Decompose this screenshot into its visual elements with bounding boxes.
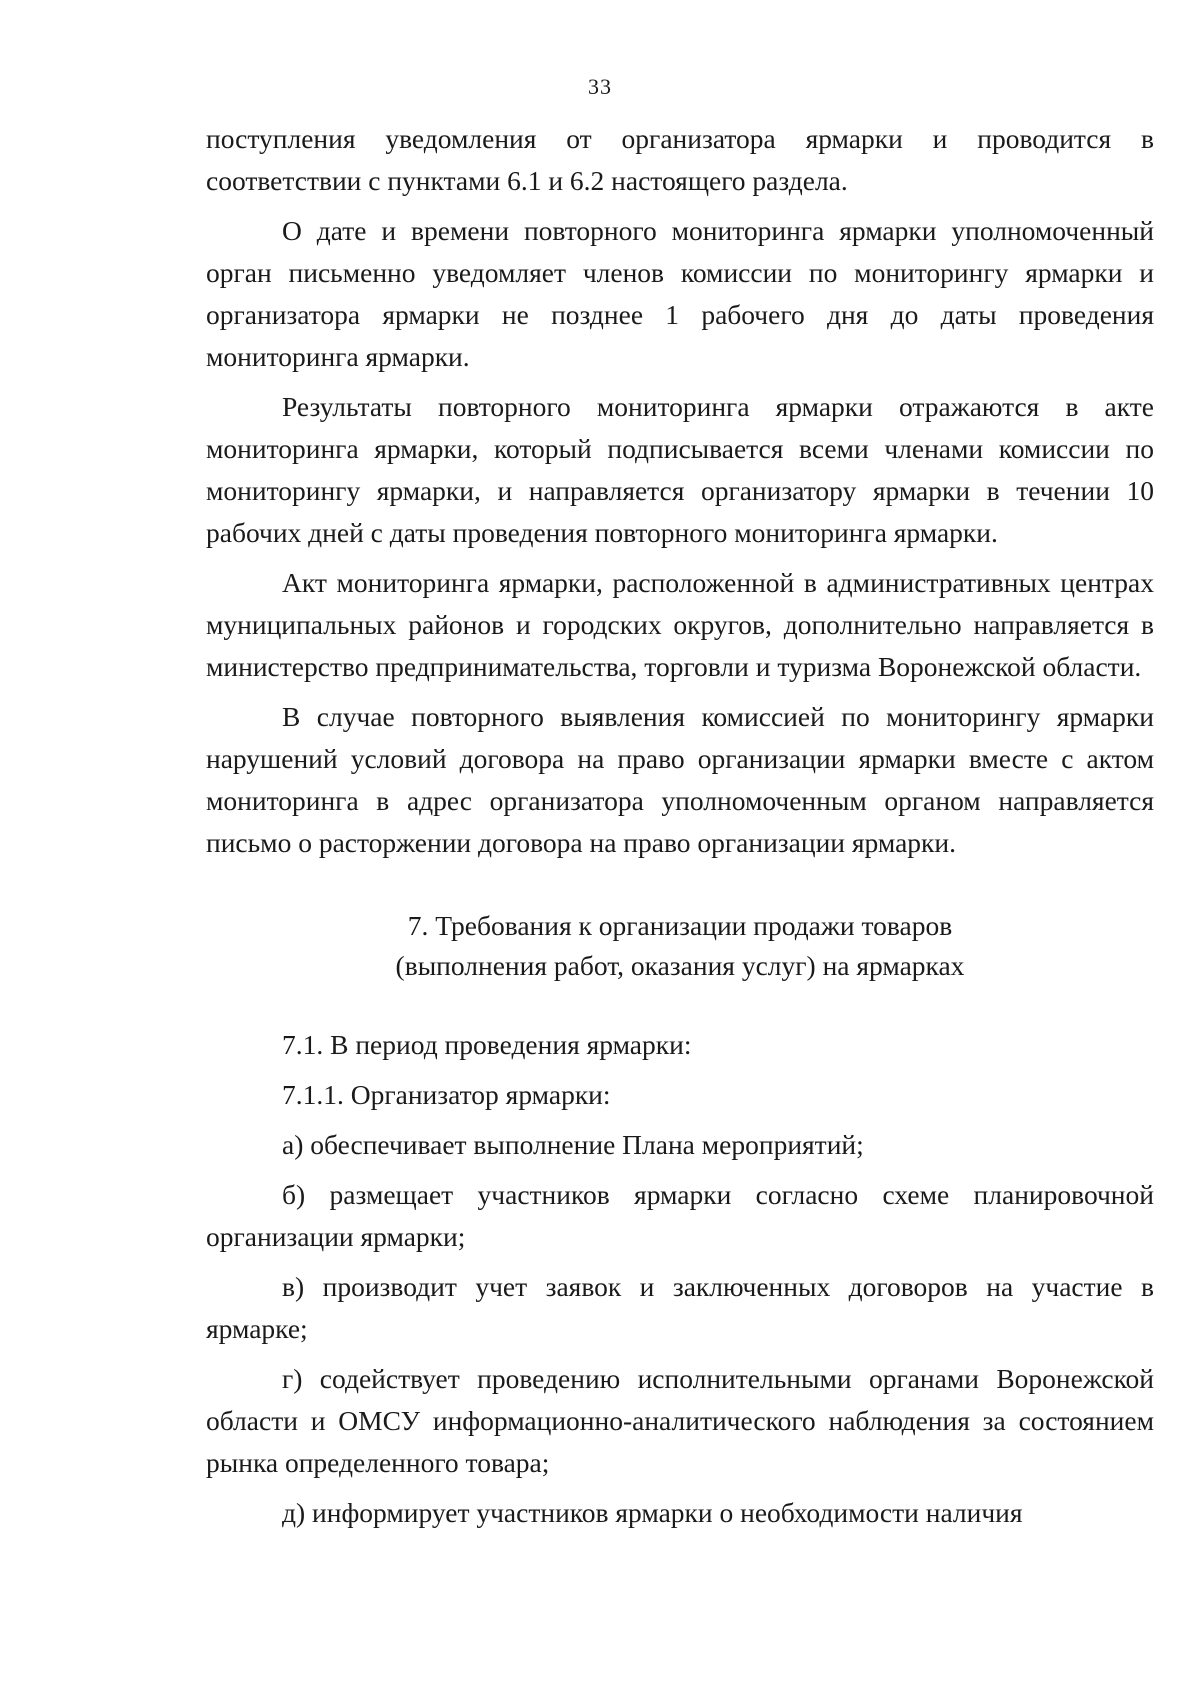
document-body — [206, 118, 1154, 1534]
list-item: 7.1.1. Организатор ярмарки: — [282, 1079, 611, 1110]
section-heading — [206, 906, 1154, 986]
list-item: б) размещает участников ярмарки согласно схеме планировочной организации ярмарки; — [206, 1179, 1154, 1252]
list-item: г) содействует проведению исполнительными органами Воронежской области и ОМСУ информационно-аналитического наблюдения за состоянием рынка определенного товара; — [206, 1363, 1154, 1478]
list-item: д) информирует участников ярмарки о необходимости наличия — [282, 1497, 1023, 1528]
paragraph-continuation: поступления уведомления от организатора ярмарки и проводится в соответствии с пунктами 6.1 и 6.2 настоящего раздела. — [206, 123, 1154, 196]
list-item: а) обеспечивает выполнение Плана мероприятий; — [282, 1129, 864, 1160]
paragraph-act: Акт мониторинга ярмарки, расположенной в административных центрах муниципальных районов и городских округов, дополнительно направляется в министерство предпринимательства, торговли и туризма Воронежской области. — [206, 567, 1154, 682]
list-item: 7.1. В период проведения ярмарки: — [282, 1029, 692, 1060]
section-heading-line-2: (выполнения работ, оказания услуг) на ярмарках — [395, 950, 965, 981]
section-heading-line-1: 7. Требования к организации продажи товаров — [407, 910, 953, 941]
paragraph-notification: О дате и времени повторного мониторинга ярмарки уполномоченный орган письменно уведомляет членов комиссии по мониторингу ярмарки и организатора ярмарки не позднее 1 рабочего дня до даты проведения мониторинга ярмарки. — [206, 215, 1154, 372]
paragraph-results: Результаты повторного мониторинга ярмарки отражаются в акте мониторинга ярмарки, который подписывается всеми членами комиссии по мониторингу ярмарки, и направляется организатору ярмарки в течении 10 рабочих дней с даты проведения повторного мониторинга ярмарки. — [206, 391, 1154, 548]
page-number: 33 — [588, 74, 612, 99]
paragraph-repeat-violation: В случае повторного выявления комиссией по мониторингу ярмарки нарушений условий договора на право организации ярмарки вместе с актом мониторинга в адрес организатора уполномоченным органом направляется письмо о расторжении договора на право организации ярмарки. — [206, 701, 1154, 858]
list-item: в) производит учет заявок и заключенных договоров на участие в ярмарке; — [206, 1271, 1154, 1344]
